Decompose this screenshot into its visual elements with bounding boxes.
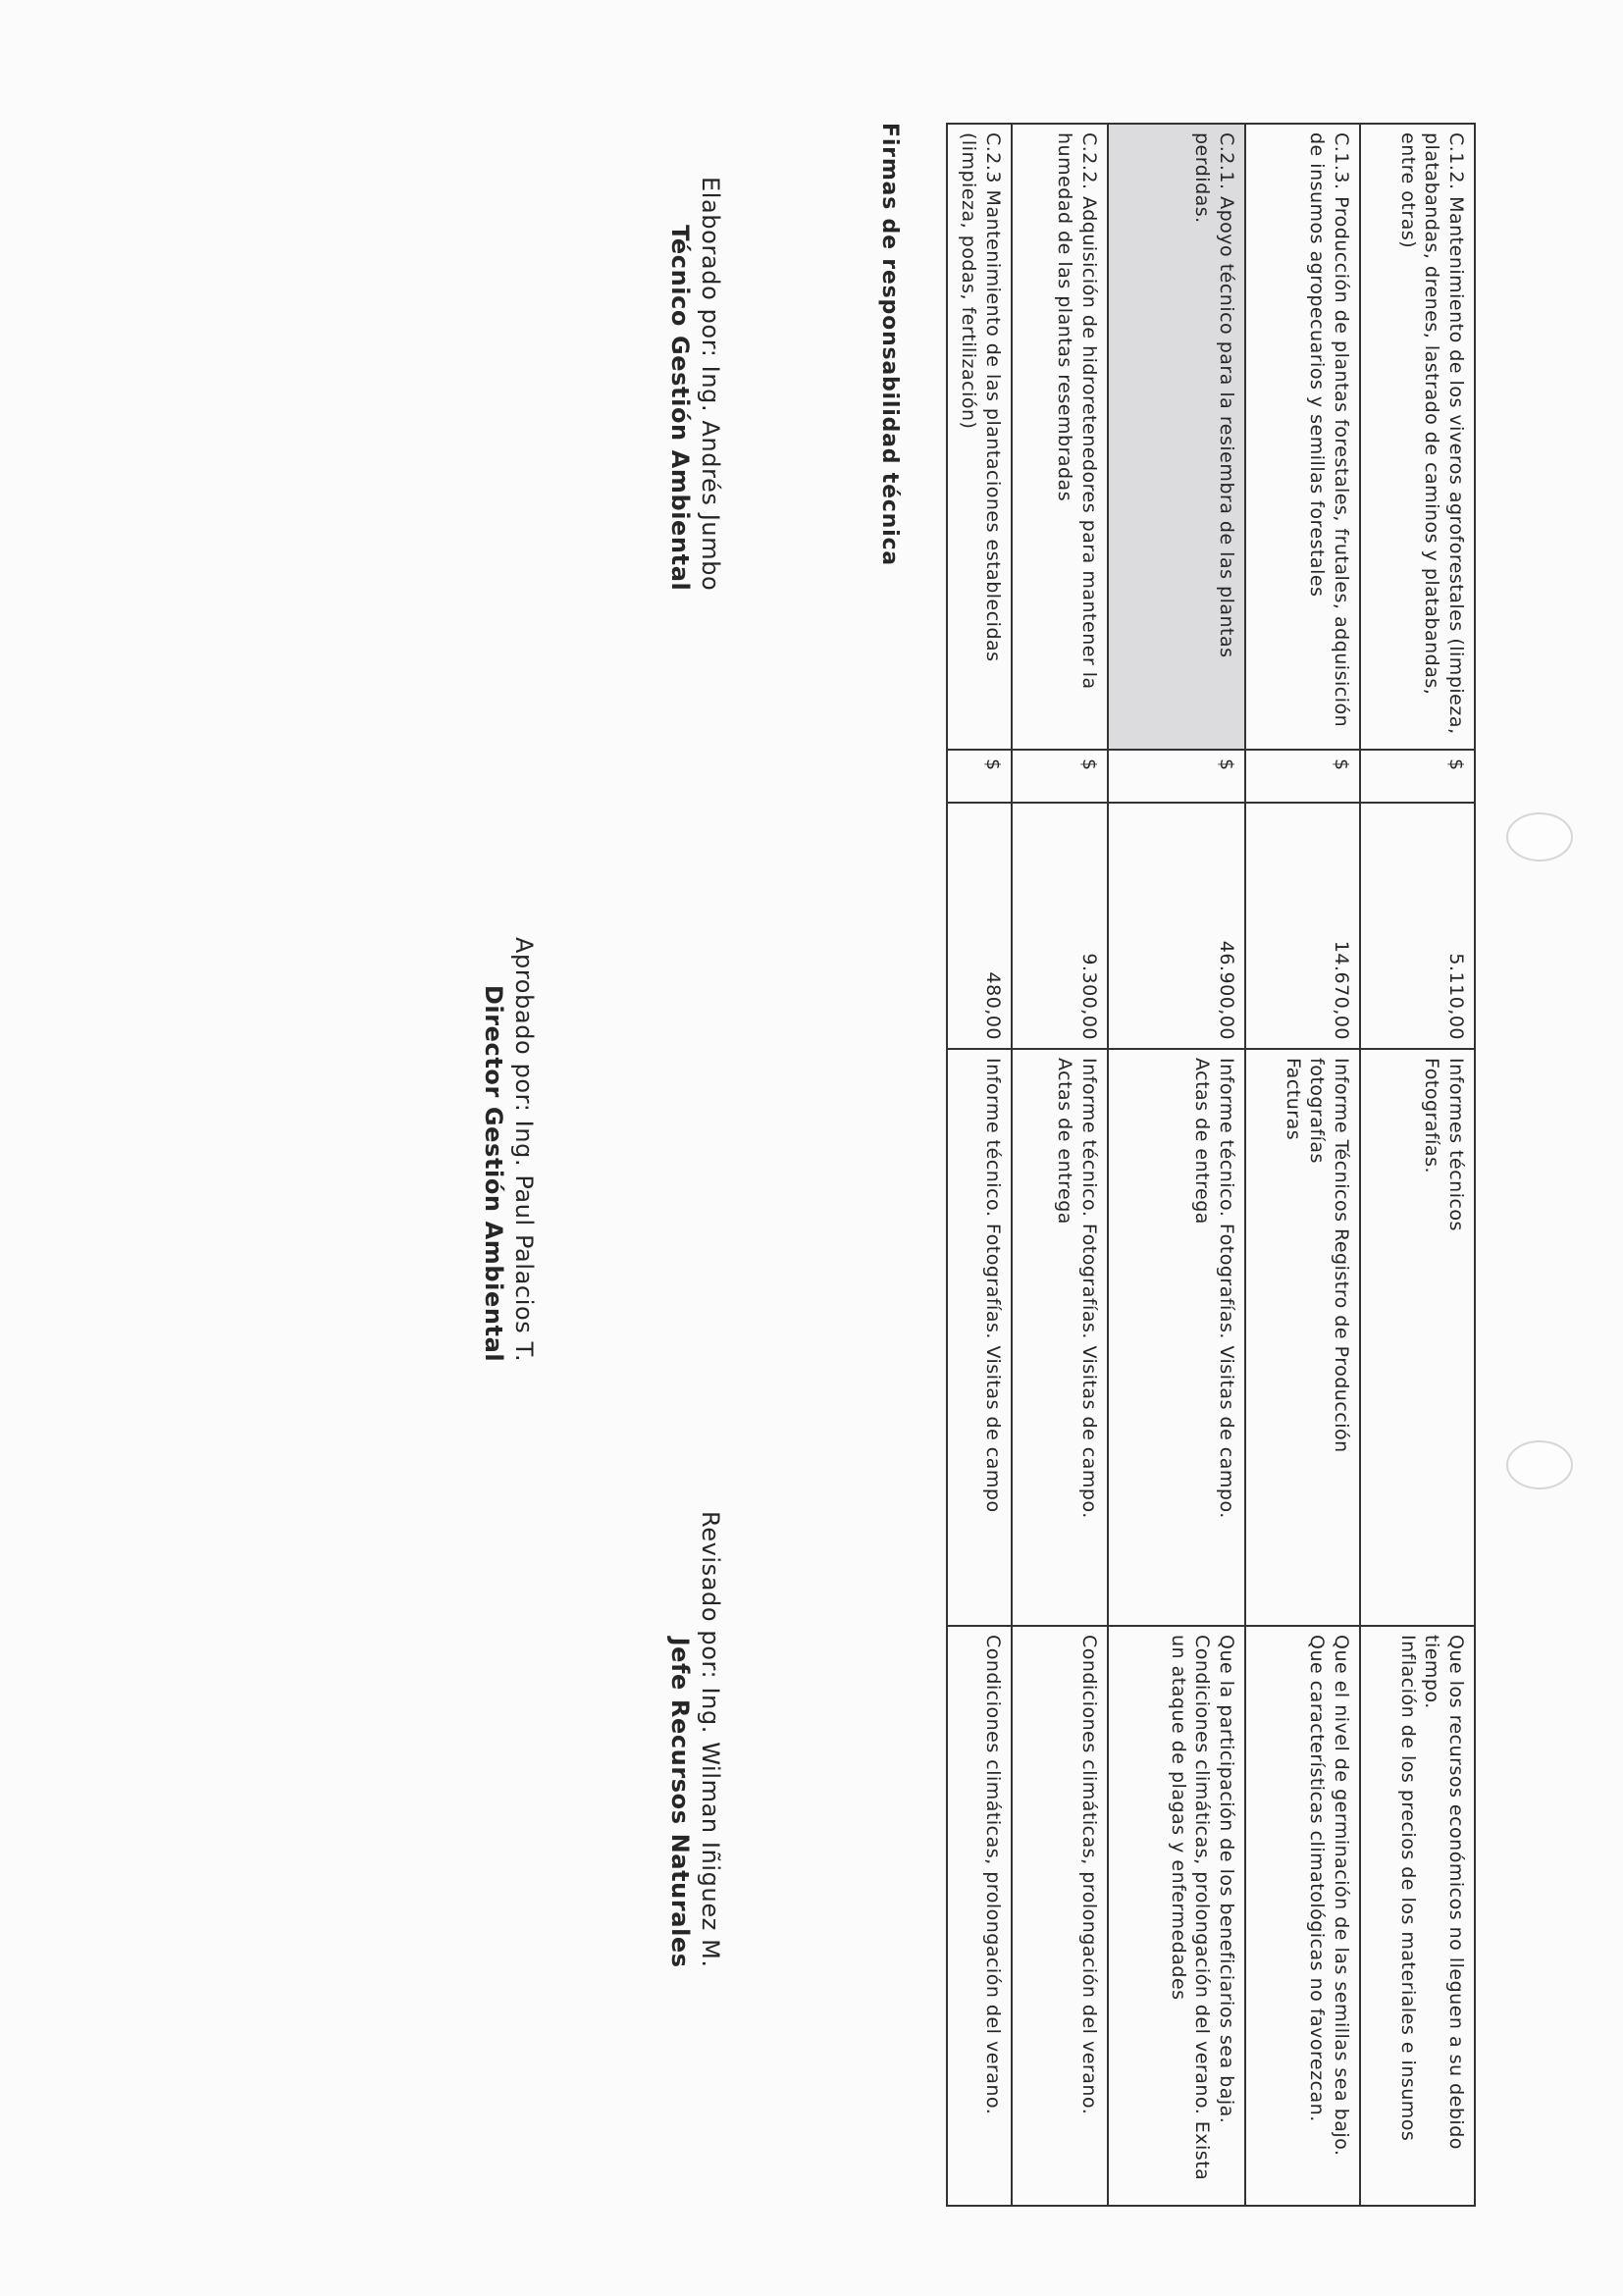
risks-cell: [1245, 1626, 1360, 2206]
amount-cell: [1108, 803, 1245, 1049]
currency-cell: [1245, 750, 1360, 803]
table-row: [1245, 124, 1360, 2206]
aprobado-line: Aprobado por: Ing. Paul Palacios T.: [510, 937, 538, 1363]
amount-cell: [1245, 803, 1360, 1049]
activity-cell-text: C.2.3 Mantenimiento de las plantaciones establecidas (limpieza, podas, fertilización): [958, 132, 1004, 662]
activity-cell-text: C.2.1. Apoyo técnico para la resiembra de las plantas perdidas.: [1191, 132, 1237, 658]
risks-cell: [1012, 1626, 1108, 2206]
verification-cell: [1108, 1049, 1245, 1626]
table-row: [947, 124, 1012, 2206]
activities-table-body: [947, 124, 1475, 2206]
aprobado-role: Director Gestión Ambiental: [479, 984, 507, 1363]
table-row: [1012, 124, 1108, 2206]
risks-cell-text: Condiciones climáticas, prolongación del verano.: [982, 1635, 1004, 2115]
activity-cell-text: C.1.3. Producción de plantas forestales, frutales, adquisición de insumos agropecuarios y semillas forestales: [1306, 132, 1352, 728]
signature-revisado: [664, 1511, 725, 1968]
verification-cell: [1012, 1049, 1108, 1626]
risks-cell: [1360, 1626, 1475, 2206]
activity-cell: [1245, 124, 1360, 750]
activity-cell: [1360, 124, 1475, 750]
table-row: [1108, 124, 1245, 2206]
signatures-heading: Firmas de responsabilidad técnica: [877, 123, 902, 566]
risks-cell-text: Que los recursos económicos no lleguen a su debido tiempo. Inflación de los precios de los materiales e insumos: [1396, 1635, 1467, 2150]
amount-cell-text: 46.900,00: [1216, 940, 1237, 1040]
amount-cell: [1360, 803, 1475, 1049]
currency-cell-text: $: [1078, 758, 1100, 771]
currency-cell: [1012, 750, 1108, 803]
amount-cell: [1012, 803, 1108, 1049]
activity-cell-text: C.2.2. Adquisición de hidroretenedores para mantener la humedad de las plantas resembradas: [1054, 132, 1100, 690]
activity-cell: [1108, 124, 1245, 750]
verification-cell-text: Informe técnico. Fotografías. Visitas de campo: [982, 1058, 1004, 1513]
currency-cell: [947, 750, 1012, 803]
verification-cell-text: Informe Técnicos Registro de Producción fotografías Facturas: [1282, 1058, 1352, 1453]
verification-cell: [1360, 1049, 1475, 1626]
revisado-role: Jefe Recursos Naturales: [665, 1637, 694, 1968]
amount-cell-text: 480,00: [982, 971, 1004, 1040]
signature-elaborado: [664, 177, 725, 591]
currency-cell-text: $: [1216, 758, 1237, 771]
activity-cell: [1012, 124, 1108, 750]
risks-cell-text: Condiciones climáticas, prolongación del verano.: [1078, 1635, 1100, 2115]
table-row: [1360, 124, 1475, 2206]
amount-cell-text: 5.110,00: [1445, 953, 1467, 1040]
risks-cell: [947, 1626, 1012, 2206]
currency-cell-text: $: [1445, 758, 1467, 771]
elaborado-role: Técnico Gestión Ambiental: [665, 225, 694, 592]
risks-cell: [1108, 1626, 1245, 2206]
amount-cell-text: 14.670,00: [1331, 940, 1352, 1040]
revisado-line: Revisado por: Ing. Wilman Iñiguez M.: [697, 1511, 724, 1968]
elaborado-line: Elaborado por: Ing. Andrés Jumbo: [697, 177, 724, 592]
signature-aprobado: [478, 937, 539, 1362]
currency-cell-text: $: [982, 758, 1004, 771]
amount-cell: [947, 803, 1012, 1049]
activity-cell-text: C.1.2. Mantenimiento de los viveros agroforestales (limpieza, platabandas, drenes, lastrado de caminos y platabandas, entre otras): [1396, 132, 1467, 735]
currency-cell: [1360, 750, 1475, 803]
amount-cell-text: 9.300,00: [1078, 953, 1100, 1040]
risks-cell-text: Que el nivel de germinación de las semillas sea bajo. Que características climatológicas no favorezcan.: [1306, 1635, 1352, 2157]
risks-cell-text: Que la participación de los beneficiarios sea baja. Condiciones climáticas, prolongación del verano. Exista un ataque de plagas y enfermedades: [1167, 1635, 1237, 2181]
activity-cell: [947, 124, 1012, 750]
verification-cell-text: Informes técnicos Fotografías.: [1421, 1058, 1467, 1231]
currency-cell-text: $: [1331, 758, 1352, 771]
activities-table: [946, 123, 1476, 2207]
currency-cell: [1108, 750, 1245, 803]
verification-cell: [1245, 1049, 1360, 1626]
verification-cell: [947, 1049, 1012, 1626]
verification-cell-text: Informe técnico. Fotografías. Visitas de campo. Actas de entrega: [1054, 1058, 1100, 1519]
verification-cell-text: Informe técnico. Fotografías. Visitas de campo. Actas de entrega: [1191, 1058, 1237, 1519]
